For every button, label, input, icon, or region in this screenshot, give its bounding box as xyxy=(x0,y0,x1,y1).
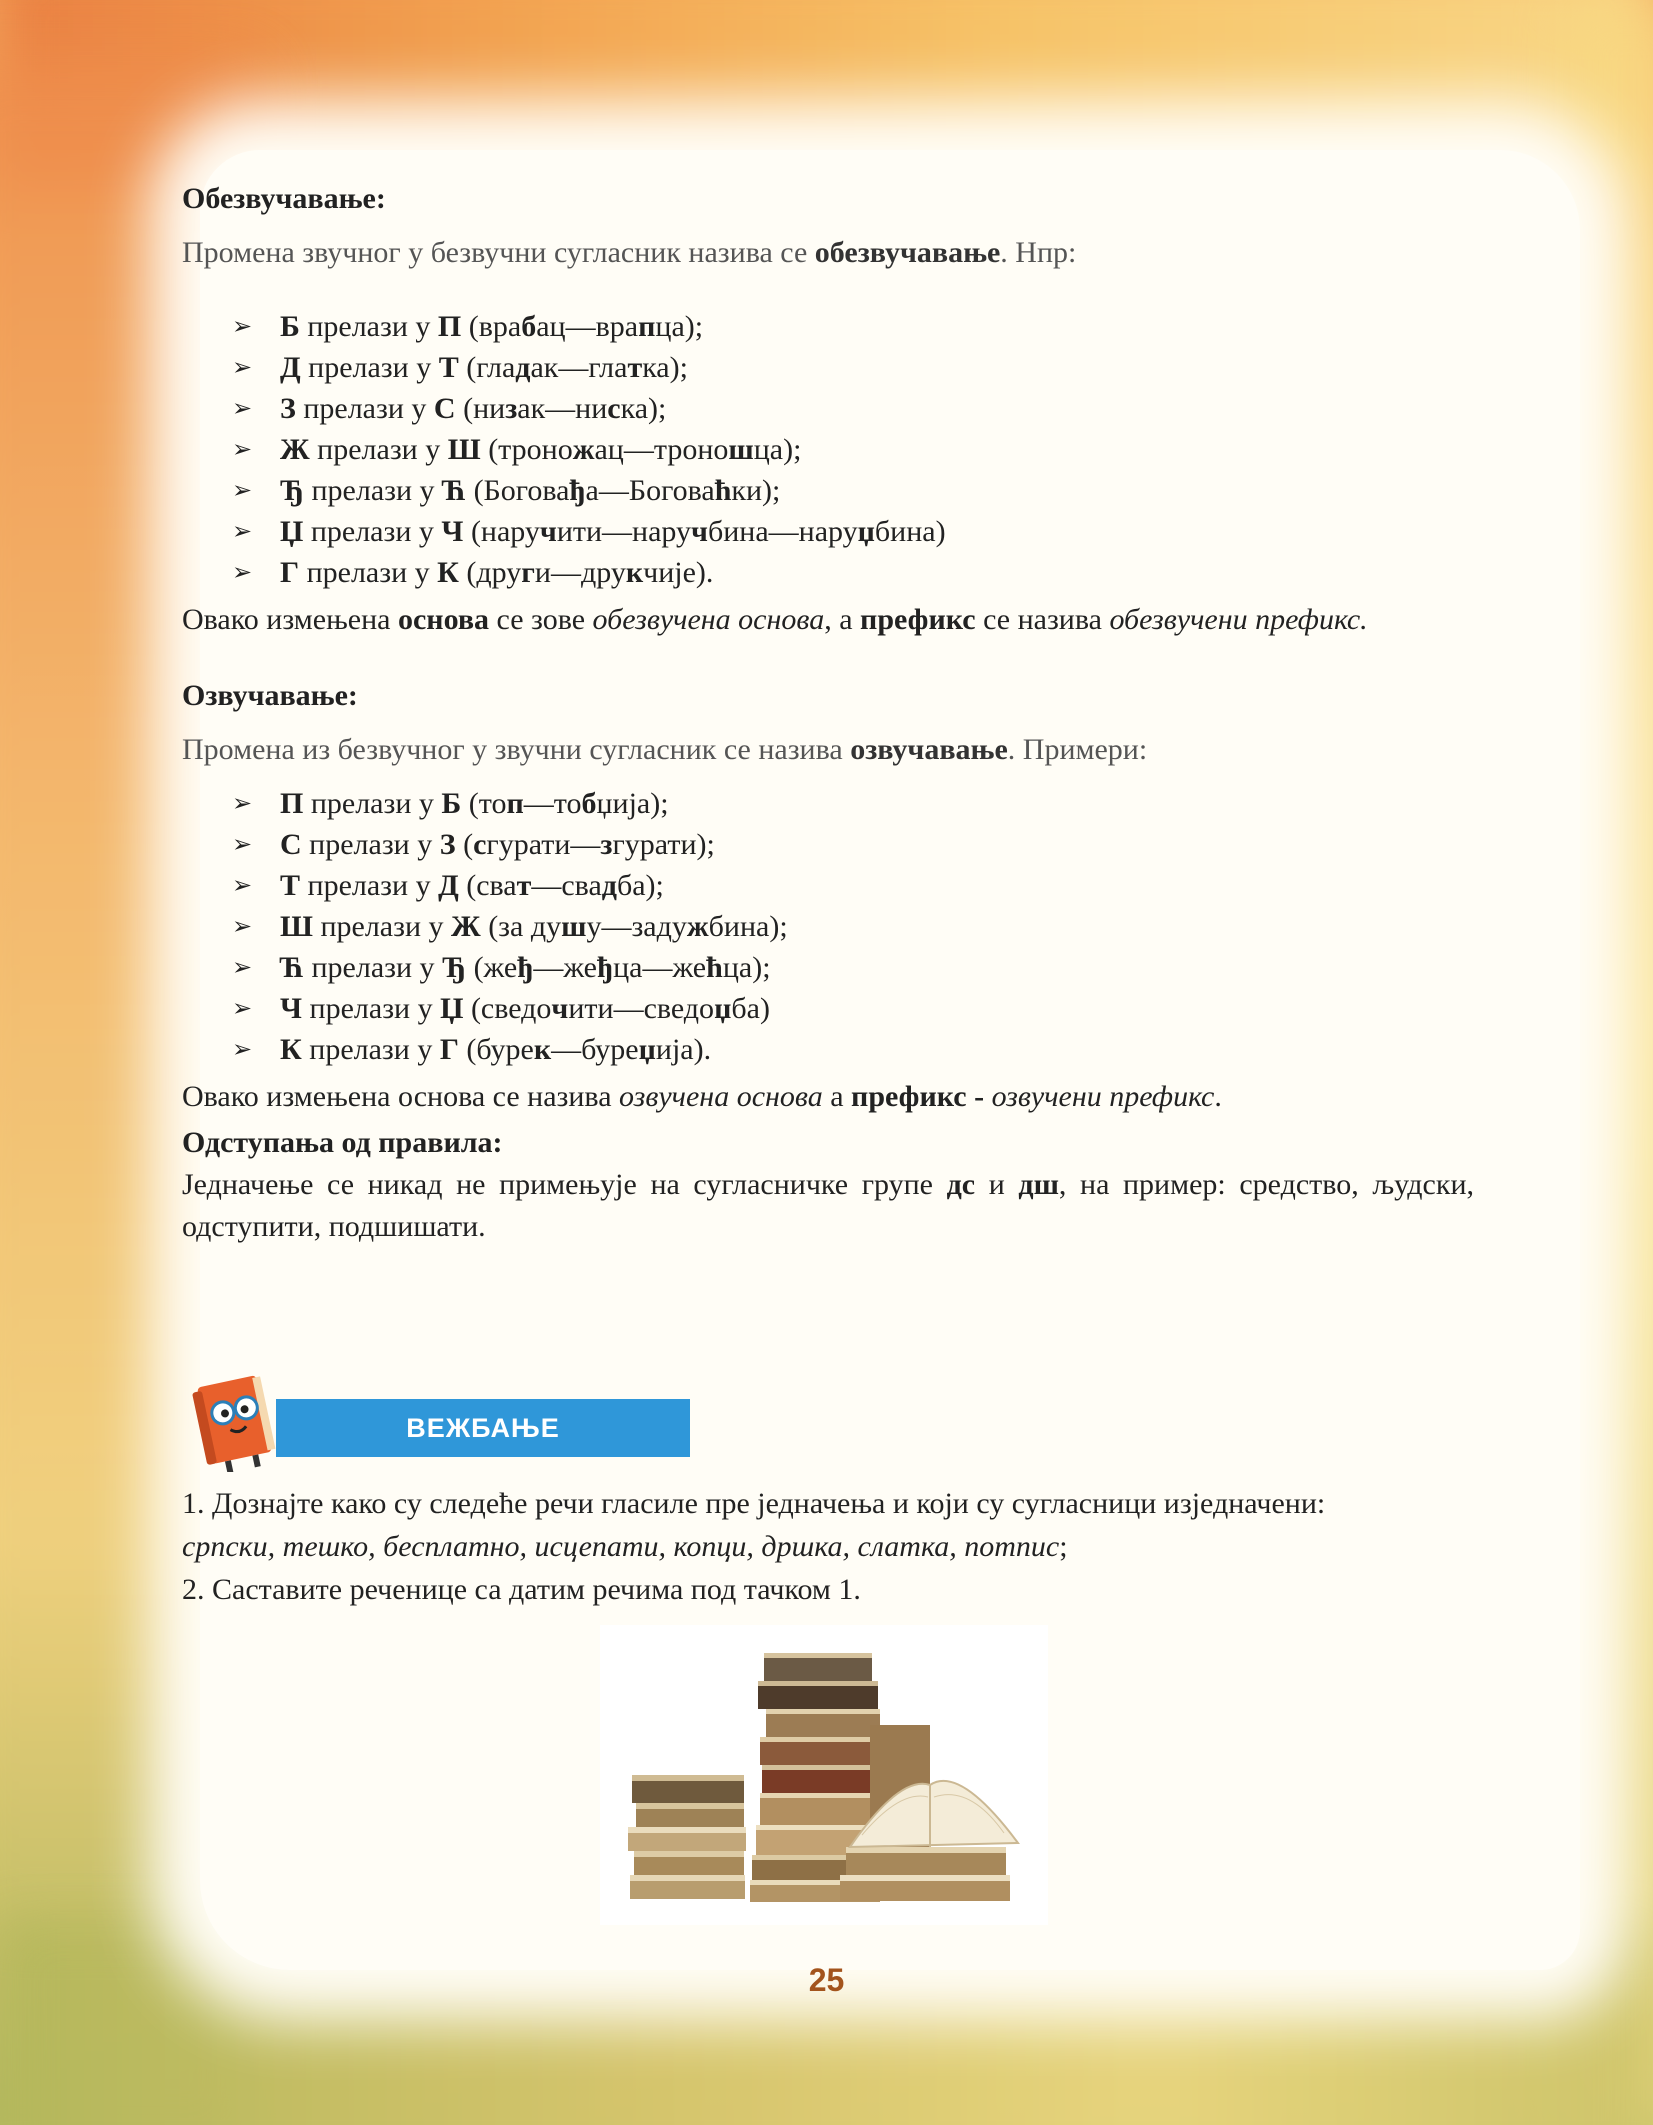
bold-text: П xyxy=(437,310,462,343)
text-run: бина); xyxy=(708,910,788,943)
voicing-conclusion xyxy=(182,1076,1474,1118)
rule-list-item xyxy=(232,470,1474,511)
text-run: ак—ни xyxy=(517,392,608,425)
text-run: , а xyxy=(824,603,861,636)
bold-text: Ђ xyxy=(442,951,467,984)
italic-text: озвучени префикс xyxy=(991,1080,1215,1113)
text-run: (ни xyxy=(455,392,506,425)
text-run: ац—троно xyxy=(594,433,729,466)
text-run: прелази у xyxy=(304,951,443,984)
text-run: се назива xyxy=(975,603,1110,636)
bold-text: б xyxy=(521,310,537,343)
bold-text: Д xyxy=(438,869,459,902)
exercise-task-1-words: српски, тешко, бесплатно, исцепати, копци, дршка, слатка, потпис; xyxy=(182,1530,1068,1563)
text-run: прелази у xyxy=(304,474,443,507)
text-run: ба); xyxy=(616,869,664,902)
text-run: прелази у xyxy=(303,787,442,820)
page-content xyxy=(182,178,1474,1248)
text-run: прелази у xyxy=(312,910,452,943)
bold-text: п xyxy=(506,787,524,820)
bold-text: ж xyxy=(686,910,709,943)
text-run: —буре xyxy=(551,1033,639,1066)
bold-text: С xyxy=(433,392,456,425)
bold-text: Ћ xyxy=(280,951,304,984)
bold-text: Т xyxy=(280,869,301,902)
text-run: (сведо xyxy=(463,992,552,1025)
rule-text xyxy=(280,910,788,943)
text-run: Овако измењена основа се назива xyxy=(182,1080,620,1113)
text-run: чије). xyxy=(643,556,714,589)
arrow-bullet-icon: ➢ xyxy=(232,871,253,899)
text-run: прелази у xyxy=(301,1033,440,1066)
text-run: прелази у xyxy=(302,992,441,1025)
text-run: прелази у xyxy=(303,515,442,548)
bold-text: ђ xyxy=(517,951,534,984)
bold-text: џ xyxy=(857,515,875,548)
voicing-rules-list xyxy=(182,783,1474,1070)
bold-text: ш xyxy=(728,433,754,466)
text-run: ба) xyxy=(731,992,770,1025)
bold-text: Џ xyxy=(280,515,304,548)
bold-text: Б xyxy=(280,310,300,343)
text-run: прелази у xyxy=(301,828,440,861)
rule-list-item xyxy=(232,906,1474,947)
rule-text xyxy=(280,392,666,425)
arrow-bullet-icon: ➢ xyxy=(232,953,253,981)
text-run: ија). xyxy=(655,1033,712,1066)
bold-text: ш xyxy=(561,910,587,943)
bold-text: Б xyxy=(441,787,462,820)
italic-text: обезвучена основа xyxy=(592,603,825,636)
rule-list-item xyxy=(232,988,1474,1029)
rule-list-item xyxy=(232,347,1474,388)
arrow-bullet-icon: ➢ xyxy=(232,994,253,1022)
bold-text: г xyxy=(521,556,535,589)
bold-text: к xyxy=(533,1033,552,1066)
bold-text: т xyxy=(516,869,532,902)
text-run: ки); xyxy=(731,474,781,507)
arrow-bullet-icon: ➢ xyxy=(232,394,253,422)
rule-text xyxy=(280,951,771,984)
text-run: ка); xyxy=(642,351,688,384)
text-run: (сва xyxy=(458,869,517,902)
bold-text: префикс xyxy=(860,603,976,636)
bold-text: П xyxy=(280,787,304,820)
rule-text xyxy=(280,351,688,384)
bold-text: Ч xyxy=(441,515,464,548)
bold-text: п xyxy=(638,310,656,343)
text-run: ка); xyxy=(620,392,667,425)
voicing-heading: Озвучавање: xyxy=(182,679,358,712)
arrow-bullet-icon: ➢ xyxy=(232,353,253,381)
text-run: прелази у xyxy=(295,392,434,425)
devoicing-rules-list xyxy=(182,306,1474,593)
text-run: (гла xyxy=(458,351,516,384)
bold-text: дш xyxy=(1018,1168,1059,1201)
exercise-banner xyxy=(182,1362,712,1462)
rule-list-item xyxy=(232,511,1474,552)
book-mascot-icon xyxy=(182,1362,292,1472)
text-run: џија); xyxy=(596,787,669,820)
exercise-task-1: 1. Дознајте како су следеће речи гласиле пре једначења и који су сугласници изједначени: xyxy=(182,1487,1326,1520)
rule-text xyxy=(280,1033,711,1066)
bold-text: Ђ xyxy=(280,474,304,507)
bold-text: к xyxy=(625,556,644,589)
bold-text: Ч xyxy=(280,992,303,1025)
bold-text: К xyxy=(437,556,459,589)
bold-text: основа xyxy=(397,603,490,636)
bold-text: Д xyxy=(280,351,301,384)
bold-text: б xyxy=(581,787,597,820)
rule-text xyxy=(280,310,703,343)
text-run: (буре xyxy=(458,1033,534,1066)
rule-list-item xyxy=(232,388,1474,429)
rule-list-item xyxy=(232,865,1474,906)
text-run: (то xyxy=(461,787,507,820)
voicing-intro: Промена из безвучног у звучни сугласник се назива озвучавање. Примери: xyxy=(182,733,1148,766)
exercise-task-2: 2. Саставите реченице са датим речима под тачком 1. xyxy=(182,1573,861,1606)
text-run: . xyxy=(1214,1080,1222,1113)
text-run: прелази у xyxy=(309,433,448,466)
text-run: —то xyxy=(523,787,582,820)
book-stack-illustration xyxy=(600,1625,1048,1925)
bold-text: З xyxy=(439,828,456,861)
bold-text: префикс - xyxy=(851,1080,985,1113)
arrow-bullet-icon: ➢ xyxy=(232,435,253,463)
bold-text: Џ xyxy=(440,992,464,1025)
bold-text: К xyxy=(280,1033,302,1066)
bold-text: Г xyxy=(280,556,300,589)
bold-text: ж xyxy=(572,433,595,466)
bold-text: Ж xyxy=(451,910,481,943)
text-run: прелази у xyxy=(300,351,439,384)
bold-text: Ж xyxy=(280,433,310,466)
italic-text: обезвучени префикс. xyxy=(1109,603,1368,636)
text-run: ца); xyxy=(722,951,771,984)
bold-text: т xyxy=(627,351,643,384)
bold-text: ч xyxy=(691,515,708,548)
arrow-bullet-icon: ➢ xyxy=(232,912,253,940)
arrow-bullet-icon: ➢ xyxy=(232,830,253,858)
text-run: прелази у xyxy=(299,310,438,343)
text-run: (же xyxy=(466,951,518,984)
rule-list-item xyxy=(232,1029,1474,1070)
text-run: (за ду xyxy=(480,910,562,943)
exercises xyxy=(182,1482,1502,1611)
arrow-bullet-icon: ➢ xyxy=(232,517,253,545)
text-run: ца); xyxy=(655,310,704,343)
text-run: ца—же xyxy=(613,951,707,984)
text-run: (вра xyxy=(461,310,522,343)
rule-text xyxy=(280,556,713,589)
text-run: а xyxy=(822,1080,852,1113)
text-run: (дру xyxy=(458,556,522,589)
text-run: бина) xyxy=(874,515,946,548)
bold-text: з xyxy=(600,828,613,861)
text-run: у—заду xyxy=(586,910,687,943)
bold-text: ћ xyxy=(706,951,723,984)
rule-text xyxy=(280,515,946,548)
rule-list-item xyxy=(232,783,1474,824)
arrow-bullet-icon: ➢ xyxy=(232,789,253,817)
rule-text xyxy=(280,828,715,861)
text-run: а—Богова xyxy=(585,474,715,507)
arrow-bullet-icon: ➢ xyxy=(232,312,253,340)
text-run: ити—сведо xyxy=(568,992,715,1025)
text-run: гурати); xyxy=(612,828,715,861)
exercise-banner-label: ВЕЖБАЊЕ xyxy=(406,1413,560,1443)
text-run: Овако измењена xyxy=(182,603,398,636)
text-run: (Богова xyxy=(466,474,570,507)
text-run: прелази у xyxy=(300,869,439,902)
bold-text: Ш xyxy=(447,433,481,466)
arrow-bullet-icon: ➢ xyxy=(232,476,253,504)
bold-text: ч xyxy=(539,515,557,548)
text-run: —же xyxy=(533,951,597,984)
rule-text xyxy=(280,787,669,820)
bold-text: ђ xyxy=(569,474,586,507)
text-run: и xyxy=(975,1168,1019,1201)
italic-text: озвучена основа xyxy=(619,1080,823,1113)
bold-text: ћ xyxy=(714,474,732,507)
bold-text: З xyxy=(280,392,296,425)
text-run: Једначење се никад не примењује на сугласничке групе xyxy=(182,1168,947,1201)
rule-list-item xyxy=(232,306,1474,347)
text-run: ( xyxy=(455,828,474,861)
text-run: (троно xyxy=(480,433,573,466)
text-run: ца); xyxy=(753,433,802,466)
text-run: (нару xyxy=(463,515,540,548)
exceptions-text xyxy=(182,1164,1474,1248)
bold-text: С xyxy=(280,828,302,861)
bold-text: д xyxy=(515,351,531,384)
rule-list-item xyxy=(232,947,1474,988)
rule-text xyxy=(280,869,664,902)
text-run: , на пример: средство, људски, одступити, подшишати. xyxy=(182,1168,1474,1243)
rule-list-item xyxy=(232,429,1474,470)
text-run: и—дру xyxy=(534,556,626,589)
text-run: ити—нару xyxy=(556,515,692,548)
devoicing-intro: Промена звучног у безвучни сугласник назива се обезвучавање. Нпр: xyxy=(182,236,1077,269)
bold-text: Ш xyxy=(280,910,313,943)
text-run: ак—гла xyxy=(530,351,628,384)
arrow-bullet-icon: ➢ xyxy=(232,558,253,586)
bold-text: Г xyxy=(439,1033,459,1066)
arrow-bullet-icon: ➢ xyxy=(232,1035,253,1063)
bold-text: з xyxy=(505,392,518,425)
bold-text: Т xyxy=(438,351,459,384)
bold-text: д xyxy=(601,869,617,902)
bold-text: Ћ xyxy=(442,474,467,507)
rule-list-item xyxy=(232,552,1474,593)
text-run: ац—вра xyxy=(536,310,639,343)
bold-text: џ xyxy=(638,1033,656,1066)
devoicing-conclusion xyxy=(182,599,1474,641)
devoicing-heading: Обезвучавање: xyxy=(182,182,386,215)
page-number: 25 xyxy=(808,1962,845,1998)
bold-text: с xyxy=(473,828,487,861)
text-run: се зове xyxy=(489,603,593,636)
text-run: —сва xyxy=(531,869,602,902)
bold-text: ђ xyxy=(596,951,614,984)
bold-text: ч xyxy=(551,992,569,1025)
exceptions-heading: Одступања од правила: xyxy=(182,1126,503,1159)
bold-text: дс xyxy=(946,1168,976,1201)
bold-text: с xyxy=(607,392,621,425)
text-run xyxy=(984,1080,992,1113)
rule-text xyxy=(280,992,770,1025)
text-run: бина—нару xyxy=(707,515,858,548)
bold-text: џ xyxy=(714,992,732,1025)
text-run: прелази у xyxy=(299,556,438,589)
rule-text xyxy=(280,474,780,507)
rule-list-item xyxy=(232,824,1474,865)
text-run: гурати— xyxy=(486,828,601,861)
rule-text xyxy=(280,433,801,466)
